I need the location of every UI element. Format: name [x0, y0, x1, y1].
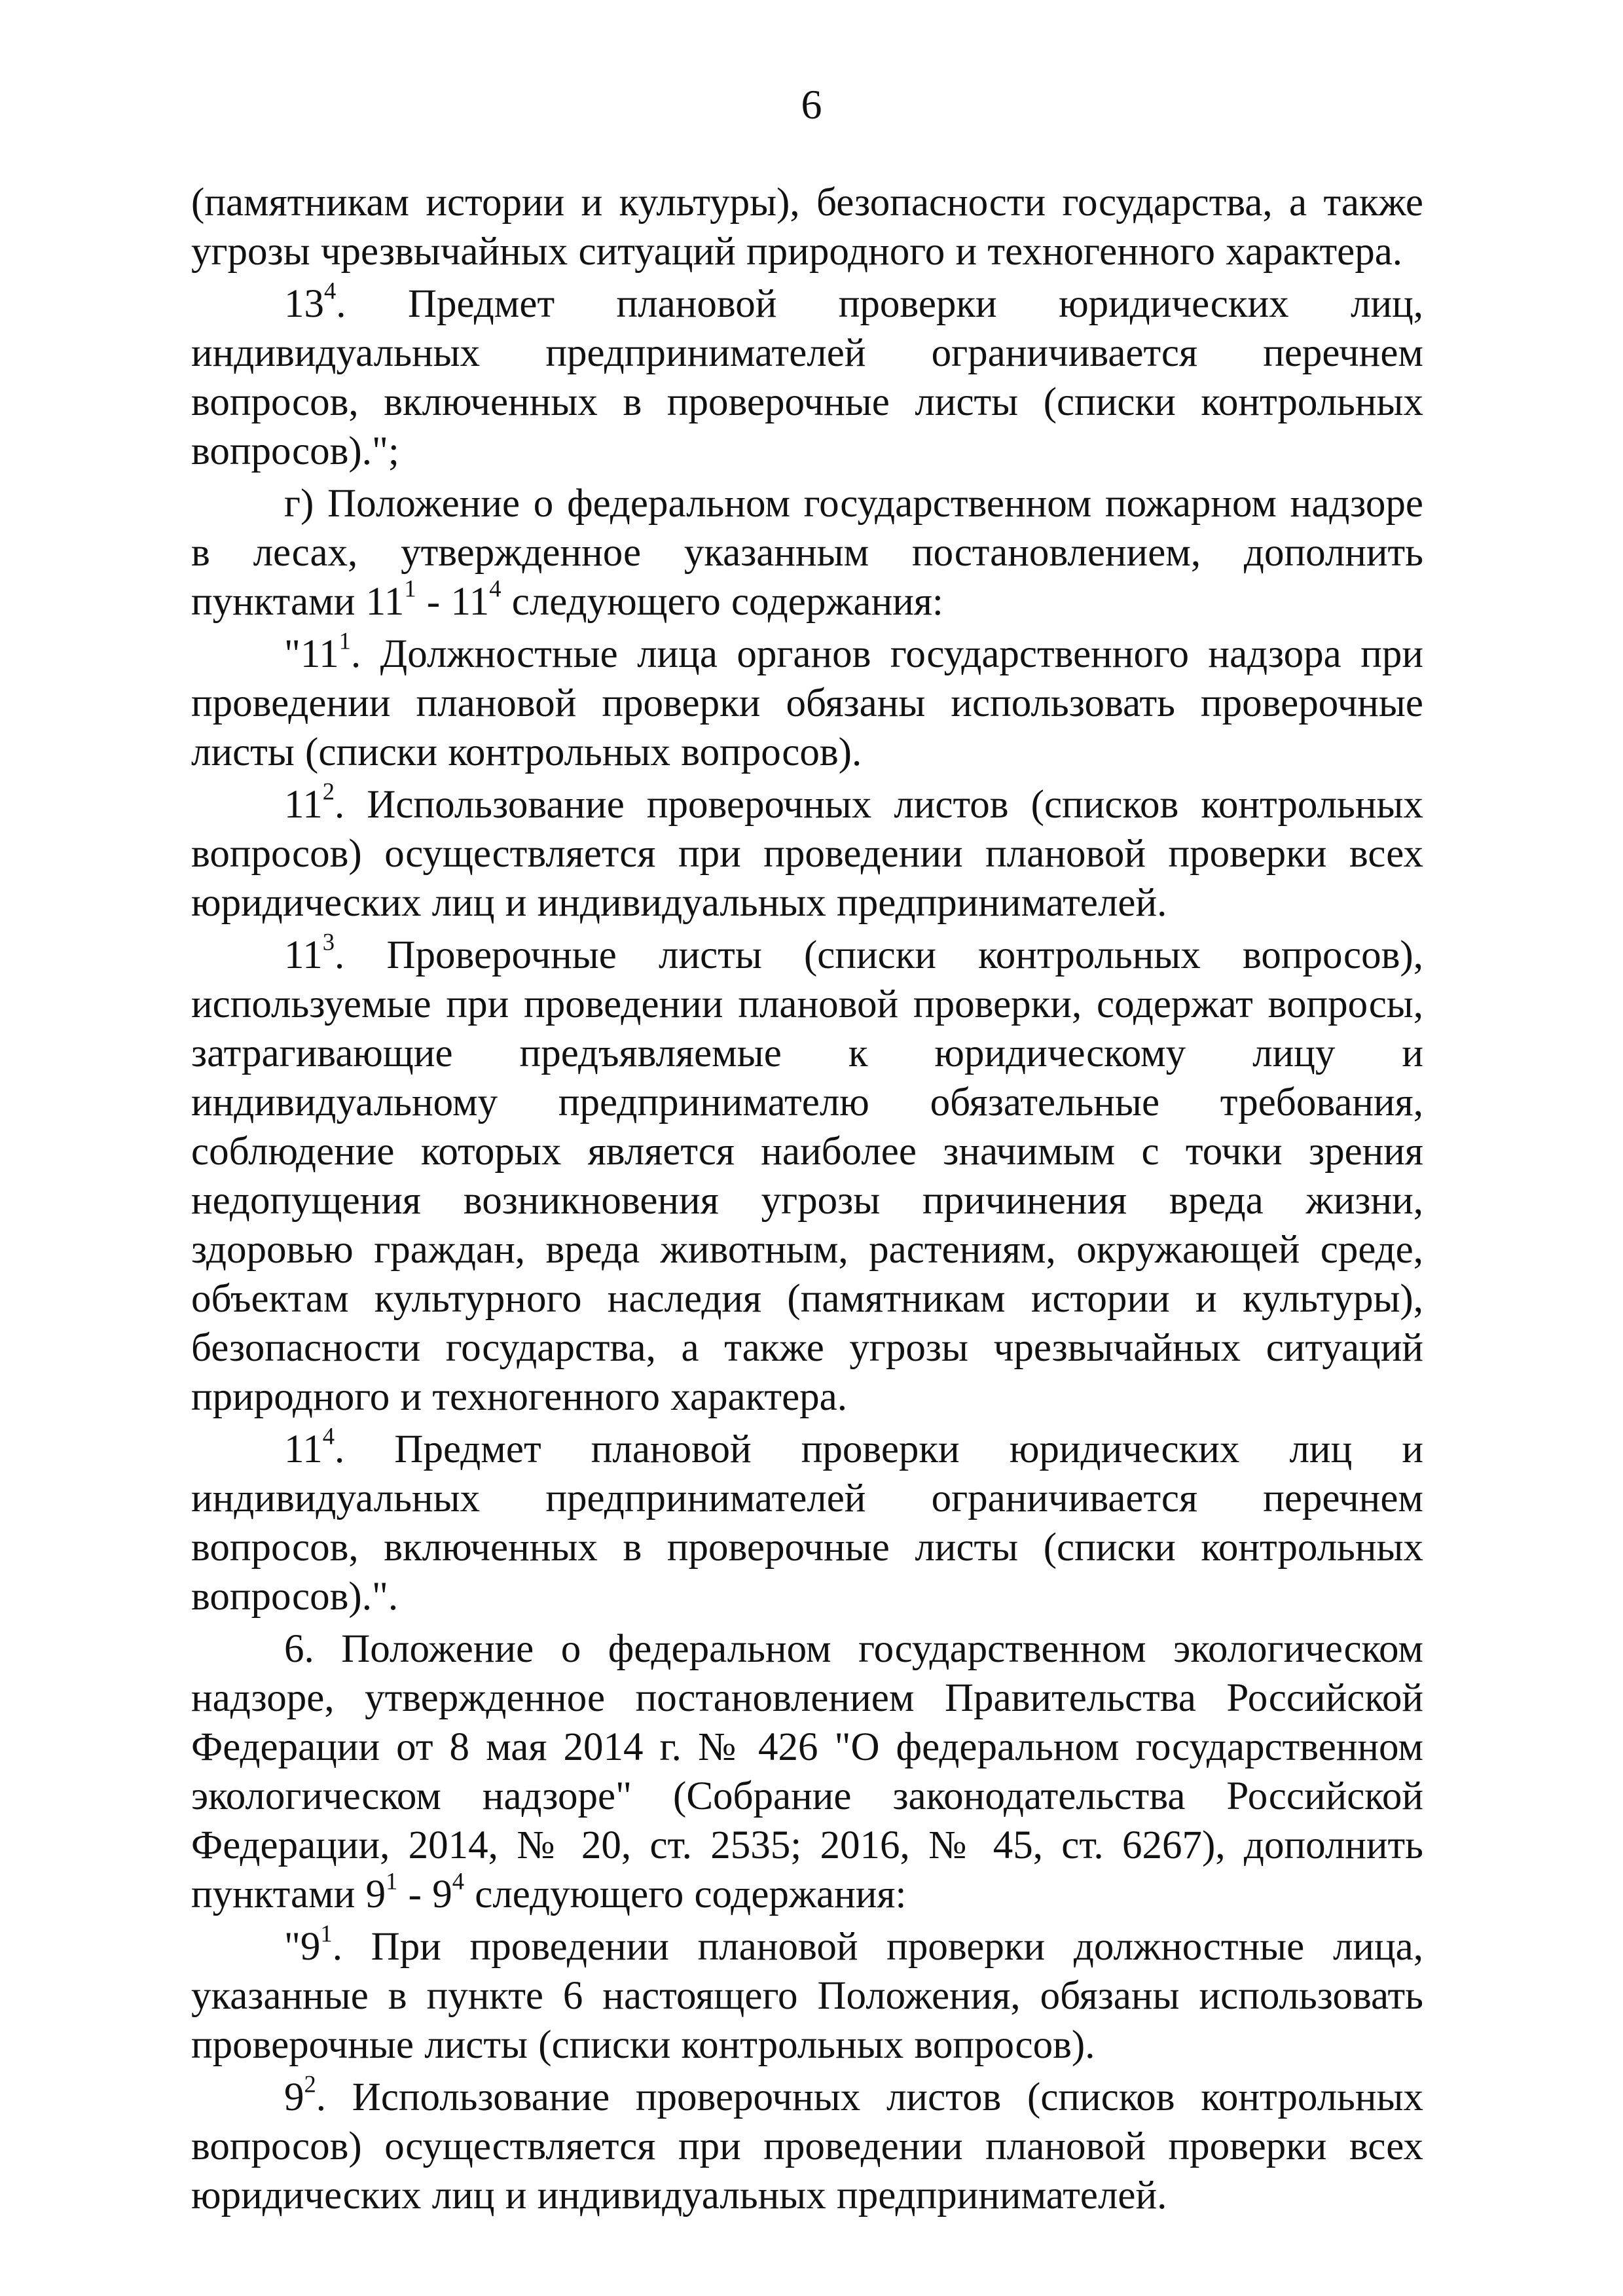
text-run: . Использование проверочных листов (списков контрольных вопросов) осуществляется при проведении плановой проверки всех юридических лиц и индивидуальных предпринимателей.	[191, 2075, 1423, 2217]
superscript: 1	[338, 627, 351, 655]
text-run: (памятникам истории и культуры), безопасности государства, а также угрозы чрезвычайных ситуаций природного и техногенного характера.	[191, 181, 1423, 274]
superscript: 4	[452, 1867, 465, 1895]
paragraph-p0	[191, 178, 1423, 276]
text-run: "9	[284, 1925, 321, 1969]
paragraph-p4	[191, 780, 1423, 927]
text-run: 9	[284, 2075, 304, 2119]
paragraph-p6	[191, 1422, 1423, 1621]
text-run: . Предмет плановой проверки юридических лиц и индивидуальных предпринимателей ограничивается перечнем вопросов, включенных в проверочные листы (списки контрольных вопросов).".	[191, 1427, 1423, 1619]
superscript: 2	[322, 778, 335, 805]
text-run: . Использование проверочных листов (списков контрольных вопросов) осуществляется при проведении плановой проверки всех юридических лиц и индивидуальных предпринимателей.	[191, 783, 1423, 925]
text-run: 11	[284, 1427, 323, 1471]
text-run: 11	[284, 933, 323, 977]
superscript: 4	[322, 1422, 335, 1450]
superscript: 1	[386, 1867, 398, 1895]
superscript: 4	[489, 575, 501, 602]
text-run: - 11	[416, 580, 490, 624]
superscript: 1	[320, 1920, 333, 1947]
text-run: . Проверочные листы (списки контрольных вопросов), используемые при проведении плановой проверки, содержат вопросы, затрагивающие предъявляемые к юридическому лицу и индивидуальному предпринимателю обязательные требования, соблюдение которых является наиболее значимым с точки зрения недопущения возникновения угрозы причинения вреда жизни, здоровью граждан, вреда животным, растениям, окружающей среде, объектам культурного наследия (памятникам истории и культуры), безопасности государства, а также угрозы чрезвычайных ситуаций природного и техногенного характера.	[191, 933, 1423, 1419]
paragraph-p8	[191, 1922, 1423, 2070]
text-run: . Предмет плановой проверки юридических лиц, индивидуальных предпринимателей ограничивается перечнем вопросов, включенных в проверочные листы (списки контрольных вопросов).";	[191, 282, 1423, 473]
text-run: - 9	[397, 1873, 452, 1916]
text-run: 11	[284, 783, 323, 827]
text-run: следующего содержания:	[501, 580, 943, 624]
text-run: 6. Положение о федеральном государственном экологическом надзоре, утвержденное постановлением Правительства Российской Федерации от 8 мая 2014 г. № 426 "О федеральном государственном экологическом надзоре" (Собрание законодательства Российской Федерации, 2014, № 20, ст. 2535; 2016, № 45, ст. 6267), дополнить пунктами 9	[191, 1627, 1423, 1916]
superscript: 1	[404, 575, 416, 602]
document-body	[191, 178, 1423, 2220]
text-run: . При проведении плановой проверки должностные лица, указанные в пункте 6 настоящего Положения, обязаны использовать проверочные листы (списки контрольных вопросов).	[191, 1925, 1423, 2067]
paragraph-p9	[191, 2070, 1423, 2220]
superscript: 3	[322, 928, 335, 956]
paragraph-p7	[191, 1624, 1423, 1919]
paragraph-p3	[191, 627, 1423, 777]
superscript: 2	[304, 2070, 316, 2098]
text-run: 13	[284, 282, 324, 326]
page-number: 6	[801, 81, 822, 128]
superscript: 4	[324, 277, 337, 304]
paragraph-p2	[191, 479, 1423, 626]
paragraph-p1	[191, 279, 1423, 476]
text-run: г) Положение о федеральном государственном пожарном надзоре в лесах, утвержденное указанным постановлением, дополнить пунктами 11	[191, 482, 1423, 624]
text-run: . Должностные лица органов государственного надзора при проведении плановой проверки обязаны использовать проверочные листы (списки контрольных вопросов).	[191, 632, 1423, 774]
text-run: следующего содержания:	[464, 1873, 907, 1916]
paragraph-p5	[191, 928, 1423, 1422]
text-run: "11	[284, 632, 339, 676]
